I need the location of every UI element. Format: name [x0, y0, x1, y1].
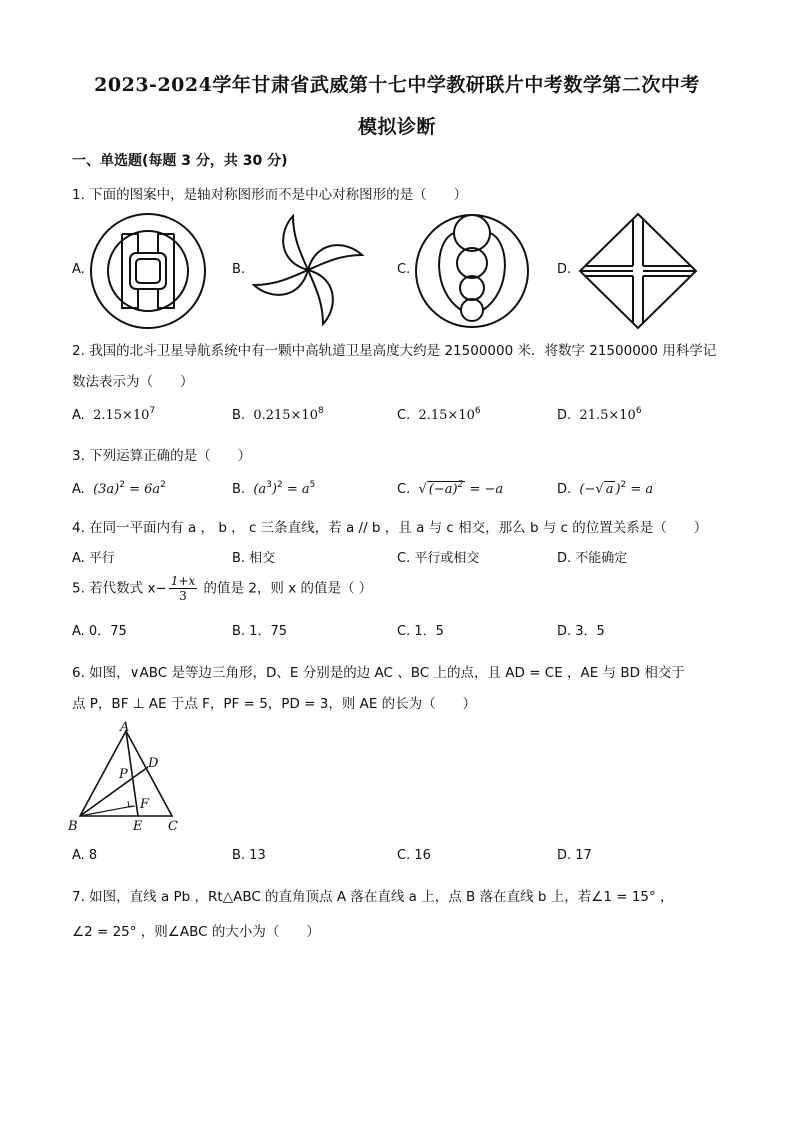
- q5-fraction-denominator: 3: [179, 589, 187, 603]
- q3-option-a-rhs: = 6a: [124, 482, 161, 497]
- q7-text-line1: 7. 如图，直线 a Pb ，Rt△ABC 的直角顶点 A 落在直线 a 上，点 B 落在直线 b 上，若∠1 = 15° ，: [72, 889, 674, 905]
- q3-option-c-label: C.: [397, 482, 411, 497]
- q4-option-c: C. 平行或相交: [397, 551, 480, 566]
- q2-option-b-label: B.: [232, 408, 246, 423]
- q3-option-c-radicand: (−a): [428, 482, 458, 497]
- q6-label-a: A: [120, 720, 130, 735]
- q6-text-line2: 点 P，BF ⊥ AE 于点 F，PF = 5，PD = 3，则 AE 的长为（ ）: [72, 696, 477, 712]
- q5-text-post: 的值是 2，则 x 的值是（ ）: [199, 580, 373, 597]
- q1-option-c-label: C.: [397, 262, 411, 277]
- q5-option-d: D. 3．5: [557, 624, 605, 639]
- q6-label-c: C: [168, 819, 178, 834]
- q5-fraction-numerator: 1+x: [170, 574, 196, 588]
- q4-option-a: A. 平行: [72, 551, 115, 566]
- q3-option-d-close: ): [615, 482, 621, 497]
- q6-label-e: E: [133, 819, 143, 834]
- q6-label-d: D: [148, 756, 159, 771]
- q2-option-c-exp: 6: [474, 406, 481, 416]
- q6-text-line1: 6. 如图，∨ABC 是等边三角形，D、E 分别是的边 AC 、BC 上的点，且 AD = CE ，AE 与 BD 相交于: [72, 665, 685, 681]
- q5-option-b: B. 1．75: [232, 624, 287, 639]
- q3-option-b-close: ): [271, 482, 277, 497]
- q2-option-a-exp: 7: [149, 406, 156, 416]
- exam-title-line1: 2023-2024学年甘肃省武威第十七中学教研联片中考数学第二次中考: [94, 74, 700, 96]
- q4-option-b: B. 相交: [232, 551, 276, 566]
- q3-option-c-radicand-exp: 2: [457, 480, 464, 490]
- q1-option-a-label: A.: [72, 262, 85, 277]
- q2-text-line1: 2. 我国的北斗卫星导航系统中有一颗中高轨道卫星高度大约是 21500000 米．将数字 21500000 用科学记: [72, 343, 717, 359]
- q2-option-a-base: 2.15×10: [93, 408, 150, 423]
- q6-label-f: F: [140, 797, 150, 812]
- q5-text-pre: 5. 若代数式 x−: [72, 580, 167, 597]
- q3-option-c-rhs: = −a: [465, 482, 504, 497]
- q3-option-d-exp: 2: [620, 480, 627, 490]
- q2-option-b: [232, 406, 324, 423]
- q2-option-d: [557, 406, 642, 423]
- q5-fraction: [169, 574, 197, 603]
- q5-option-a: A. 0．75: [72, 624, 127, 639]
- q6-option-d: D. 17: [557, 848, 592, 863]
- q3-option-a-expr: (3a): [93, 482, 120, 497]
- q3-option-b: [232, 480, 315, 497]
- q6-label-b: B: [68, 819, 78, 834]
- q2-option-b-exp: 8: [317, 406, 324, 416]
- q1-text: 1. 下面的图案中，是轴对称图形而不是中心对称图形的是（ ）: [72, 187, 468, 203]
- q3-option-b-rhs: = a: [282, 482, 310, 497]
- q7-text-line2: ∠2 = 25° ，则∠ABC 的大小为（ ）: [72, 924, 320, 940]
- exam-title-line2: 模拟诊断: [357, 116, 436, 138]
- q3-text: 3. 下列运算正确的是（ ）: [72, 448, 252, 464]
- q3-option-d-radicand: a: [605, 482, 614, 497]
- q2-option-a-label: A.: [72, 408, 85, 423]
- q2-option-d-label: D.: [557, 408, 572, 423]
- q3-option-a: [72, 480, 166, 497]
- q3-option-a-rhs-exp: 2: [160, 480, 166, 490]
- q3-option-b-expr: (a: [253, 482, 267, 497]
- q4-text: 4. 在同一平面内有 a ， b ， c 三条直线，若 a // b ，且 a 与 c 相交，那么 b 与 c 的位置关系是（ ）: [72, 520, 708, 536]
- q2-option-c-base: 2.15×10: [418, 408, 475, 423]
- q6-option-b: B. 13: [232, 848, 266, 863]
- q4-option-d: D. 不能确定: [557, 551, 628, 566]
- q3-option-d-rhs: = a: [626, 482, 654, 497]
- q1-option-b-label: B.: [232, 262, 246, 277]
- q3-option-b-label: B.: [232, 482, 246, 497]
- q3-option-b-exp: 2: [276, 480, 283, 490]
- q2-text-line2: 数法表示为（ ）: [72, 374, 194, 390]
- q3-option-c: C. √ $(-a)^2 = -a$: [397, 480, 504, 497]
- q2-option-c-label: C.: [397, 408, 411, 423]
- q2-option-b-base: 0.215×10: [253, 408, 318, 423]
- q3-option-d-label: D.: [557, 482, 572, 497]
- q3-option-a-exp: 2: [119, 480, 125, 490]
- q2-option-d-base: 21.5×10: [579, 408, 636, 423]
- q3-option-d: D. (−√ a )$^2$ = a: [557, 480, 654, 497]
- q6-option-c: C. 16: [397, 848, 431, 863]
- q5-option-c: C. 1．5: [397, 624, 444, 639]
- q6-triangle-figure: [64, 720, 194, 835]
- section-heading: 一、单选题(每题 3 分，共 30 分): [72, 153, 288, 169]
- q5-text: [72, 574, 372, 603]
- q1-figure-d-diamond: [578, 212, 698, 330]
- q1-option-d-label: D.: [557, 262, 572, 277]
- q3-option-b-inner-exp: 3: [266, 480, 272, 490]
- q1-figure-b-pinwheel: [248, 212, 370, 330]
- q6-label-p: P: [119, 767, 128, 782]
- q3-option-d-open: (−: [579, 482, 596, 497]
- q3-option-b-rhs-exp: 5: [309, 480, 316, 490]
- q6-option-a: A. 8: [72, 848, 98, 863]
- q2-option-d-exp: 6: [635, 406, 642, 416]
- q1-figure-a-coin: [88, 212, 210, 330]
- q2-option-c: [397, 406, 481, 423]
- q1-figure-c-circles: [414, 211, 532, 331]
- q3-option-a-label: A.: [72, 482, 85, 497]
- q2-option-a: [72, 406, 155, 423]
